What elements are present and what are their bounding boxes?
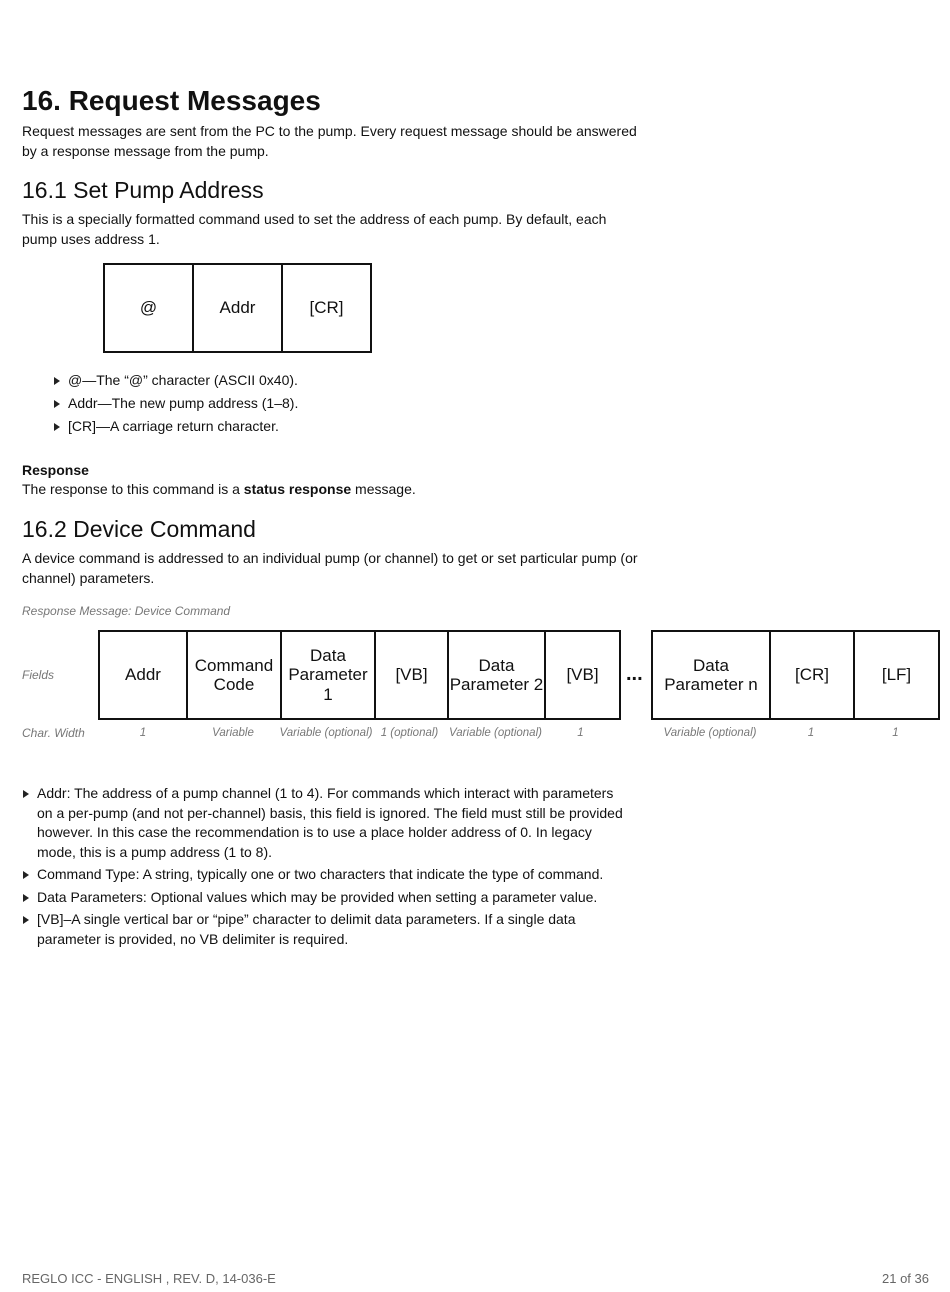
- response-label: Response: [22, 462, 89, 478]
- field-cell-data-parameter-n: Data Parameter n: [651, 630, 771, 720]
- char-width-data-parameter-n: Variable (optional): [663, 727, 757, 739]
- section-title-set-address: 16.1 Set Pump Address: [22, 177, 264, 203]
- list-item: [CR]—A carriage return character.: [52, 417, 612, 437]
- char-width-vb-2: 1: [577, 727, 584, 739]
- field-cell-lf: [LF]: [853, 630, 940, 720]
- footer-page-number: 21 of 36: [882, 1271, 929, 1286]
- diagram-caption: Response Message: Device Command: [22, 604, 231, 618]
- field-cell-vb-2: [VB]: [544, 630, 621, 720]
- set-address-bullet-list: [52, 371, 612, 437]
- list-item: @—The “@” character (ASCII 0x40).: [52, 371, 612, 391]
- list-item: Data Parameters: Optional values which may be provided when setting a parameter value.: [21, 888, 625, 908]
- device-command-format-diagram-continued: [651, 630, 940, 720]
- device-command-bullet-list: [21, 784, 625, 949]
- section-title-device-command: 16.2 Device Command: [22, 516, 256, 542]
- char-width-command-code: Variable: [212, 727, 254, 739]
- field-cell-data-parameter-1: Data Parameter 1: [280, 630, 376, 720]
- char-width-row-label: Char. Width: [22, 726, 85, 740]
- response-text: [22, 480, 416, 499]
- field-cell-addr: Addr: [98, 630, 188, 720]
- char-width-lf: 1: [892, 727, 899, 739]
- char-width-cr: 1: [807, 727, 815, 739]
- list-item: Addr—The new pump address (1–8).: [52, 394, 612, 414]
- device-command-format-diagram: [98, 630, 621, 720]
- field-cell-vb-1: [VB]: [374, 630, 449, 720]
- field-cell-command-code: Command Code: [186, 630, 282, 720]
- footer-document-id: REGLO ICC - ENGLISH , REV. D, 14-036-E: [22, 1271, 276, 1286]
- format-cell-addr: Addr: [192, 263, 283, 353]
- field-cell-cr: [CR]: [769, 630, 855, 720]
- fields-ellipsis: ...: [626, 663, 643, 685]
- page-title: 16. Request Messages: [22, 85, 321, 116]
- char-width-data-parameter-2: Variable (optional): [449, 727, 542, 739]
- list-item: Command Type: A string, typically one or two characters that indicate the type of command.: [21, 865, 625, 885]
- fields-row-label: Fields: [22, 668, 55, 682]
- format-cell-cr: [CR]: [281, 263, 372, 353]
- set-address-description: This is a specially formatted command used to set the address of each pump. By default, each pump uses address 1.: [22, 211, 607, 247]
- list-item: [VB]–A single vertical bar or “pipe” character to delimit data parameters. If a single data parameter is provided, no VB delimiter is required.: [21, 910, 625, 949]
- list-item: Addr: The address of a pump channel (1 to 4). For commands which interact with parameters on a per-pump (and not per-channel) basis, this field is ignored. The field must still be provided however. In this case the recommendation is to use a place holder address of 0. In legacy mode, this is a pump address (1 to 8).: [21, 784, 625, 862]
- set-address-format-diagram: [103, 263, 372, 353]
- char-width-addr: 1: [139, 727, 147, 739]
- device-command-description: A device command is addressed to an individual pump (or channel) to get or set particular pump (or channel) parameters.: [22, 550, 638, 586]
- response-text-pre: The response to this command is a: [22, 481, 244, 497]
- format-cell-at: @: [103, 263, 194, 353]
- field-cell-data-parameter-2: Data Parameter 2: [447, 630, 546, 720]
- intro-paragraph: Request messages are sent from the PC to the pump. Every request message should be answered by a response message from the pump.: [22, 123, 637, 159]
- response-text-post: message.: [351, 481, 416, 497]
- char-width-vb-1: 1 (optional): [380, 727, 439, 739]
- char-width-data-parameter-1: Variable (optional): [279, 727, 373, 739]
- response-text-bold: status response: [243, 481, 352, 497]
